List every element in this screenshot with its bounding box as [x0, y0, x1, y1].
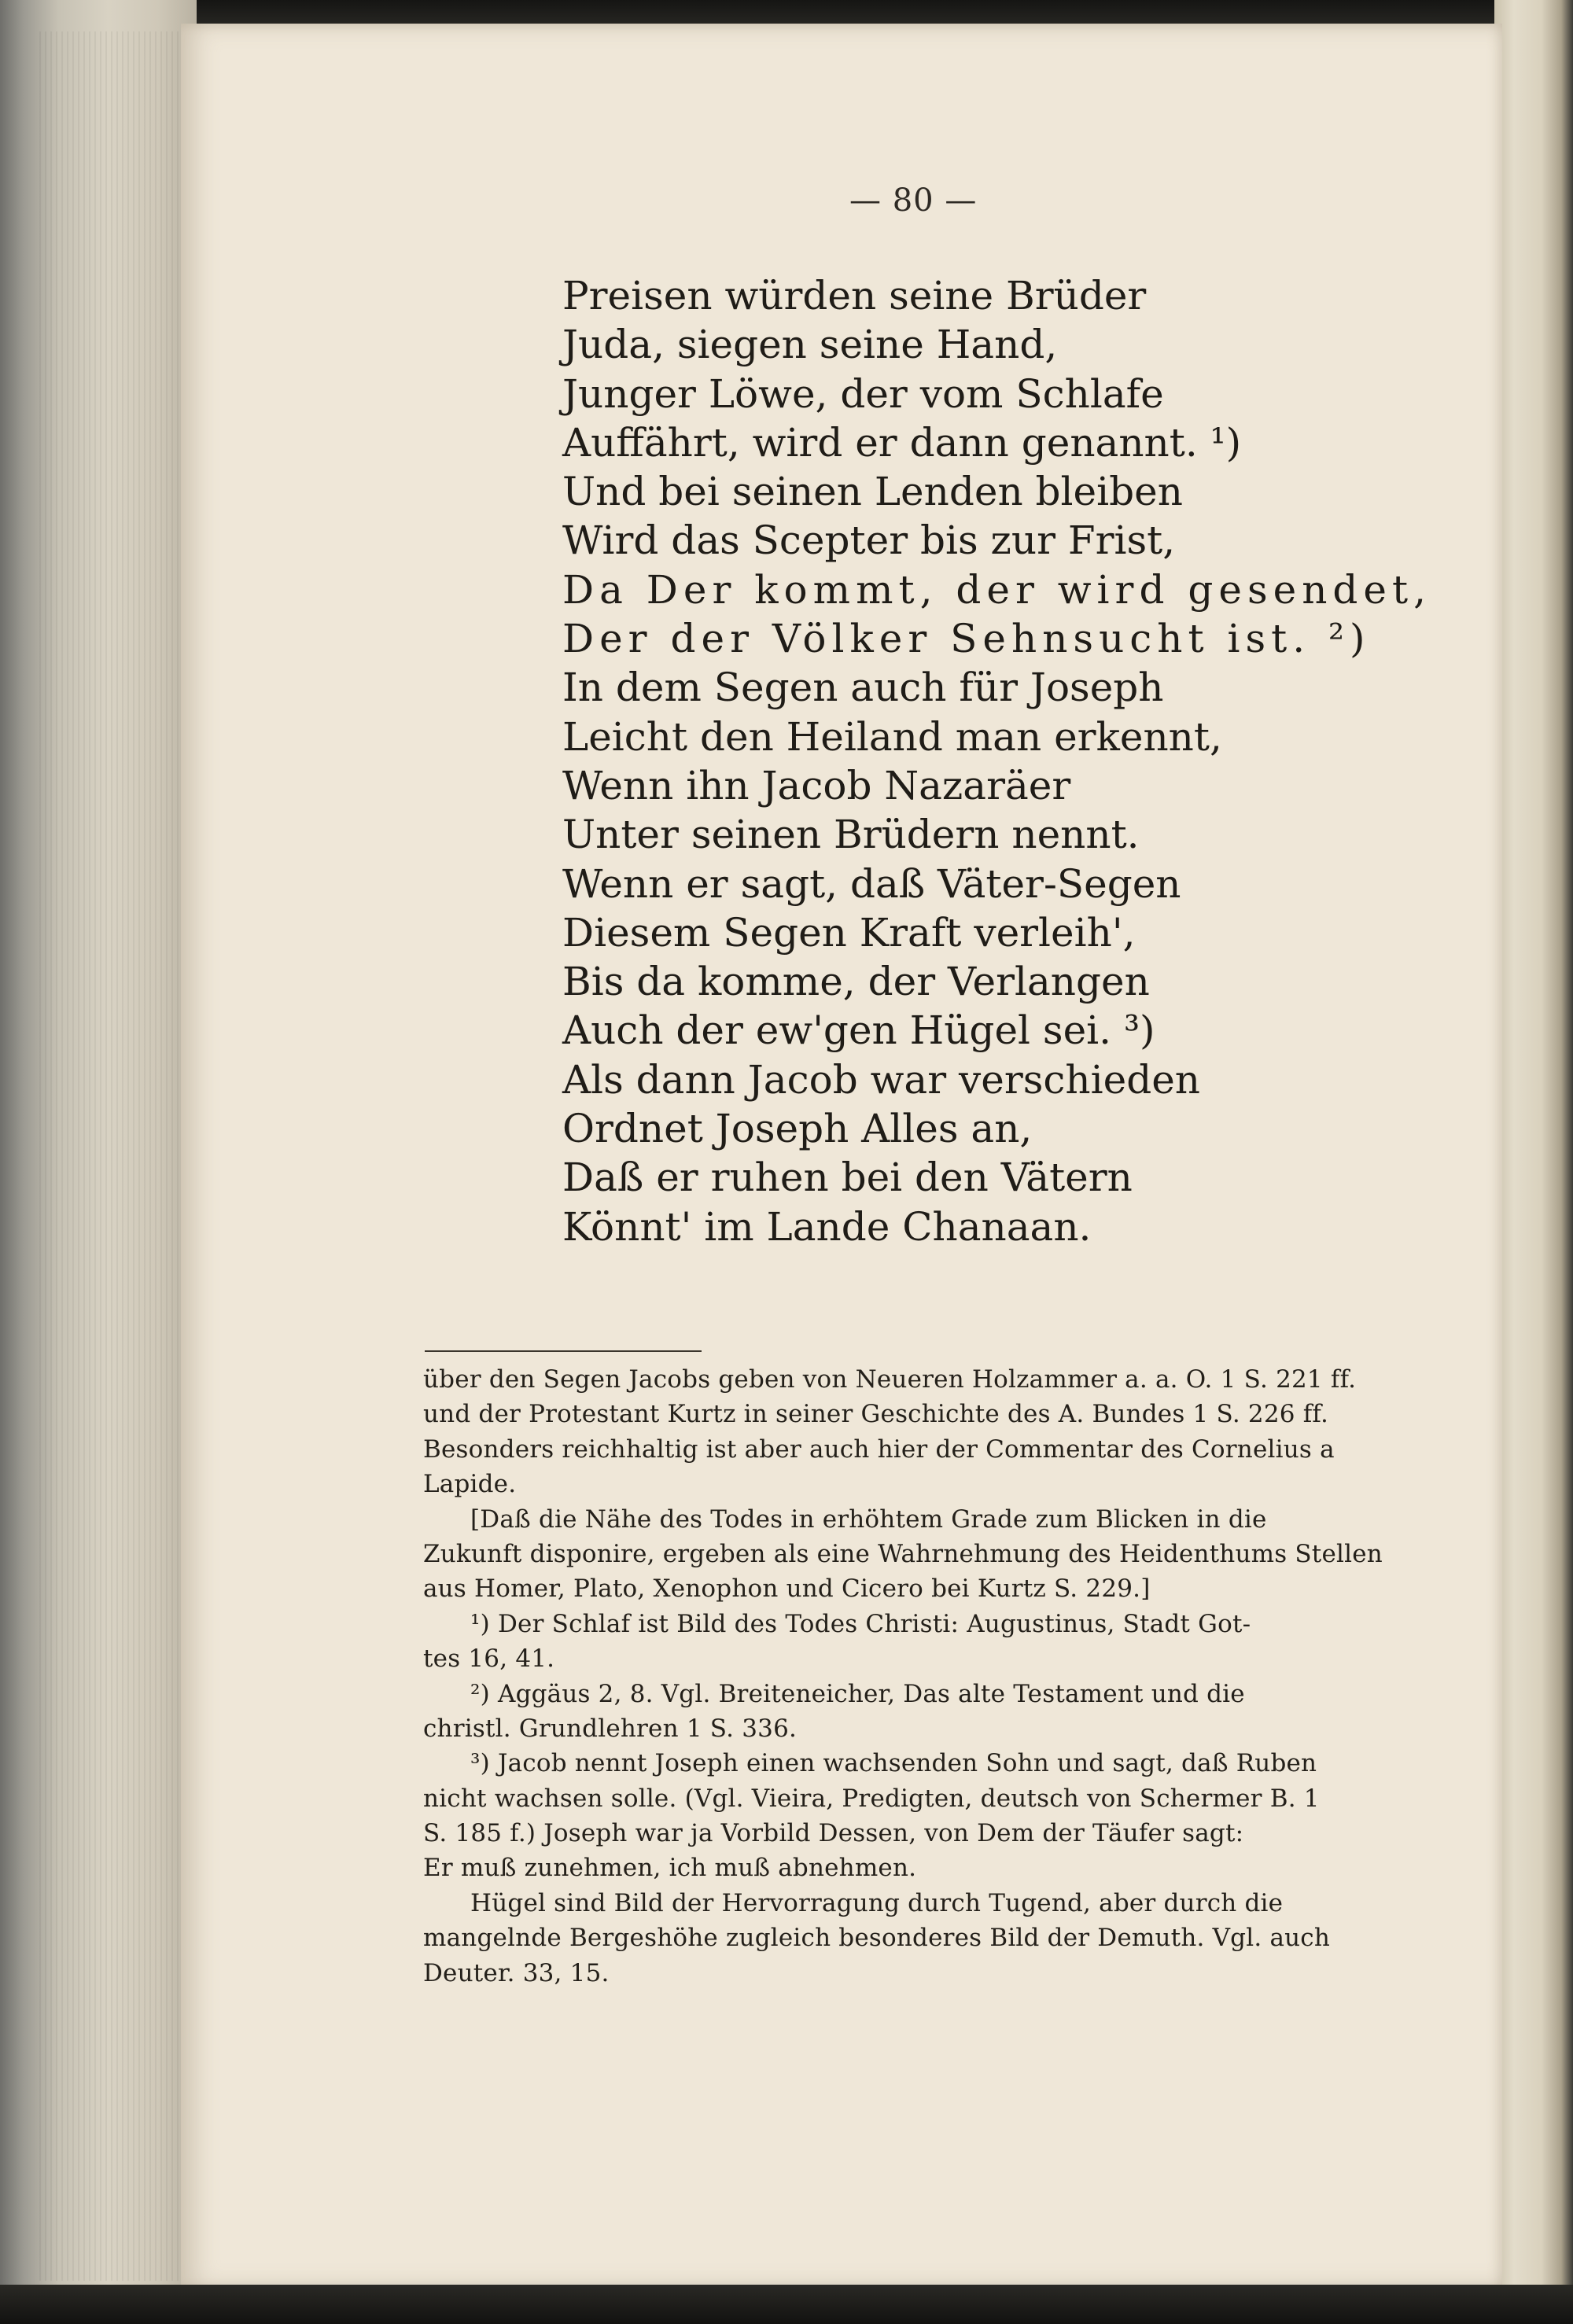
footnote-line: tes 16, 41. [423, 1644, 555, 1674]
footnote-line: [Daß die Nähe des Todes in erhöhtem Grade zum Blicken in die [470, 1505, 1267, 1534]
verse-line: Wird das Scepter bis zur Frist, [562, 517, 1176, 564]
verse-line: Der der Völker Sehnsucht ist. ²) [562, 616, 1371, 662]
footnote-line: ²) Aggäus 2, 8. Vgl. Breiteneicher, Das alte Testament und die [470, 1679, 1245, 1708]
left-page-stack [0, 0, 197, 2296]
verse-line: Könnt' im Lande Chanaan. [562, 1203, 1092, 1250]
verse-line: Unter seinen Brüdern nennt. [562, 812, 1140, 858]
footnote-line: Hügel sind Bild der Hervorragung durch Tugend, aber durch die [470, 1888, 1284, 1917]
footnote-line: und der Protestant Kurtz in seiner Geschichte des A. Bundes 1 S. 226 ff. [423, 1400, 1329, 1429]
poem [562, 271, 1459, 1251]
verse-line: Wenn ihn Jacob Nazaräer [562, 762, 1071, 808]
footnote-line: ¹) Der Schlaf ist Bild des Todes Christi: Augustinus, Stadt Got- [470, 1609, 1251, 1638]
verse-line: Diesem Segen Kraft verleih', [562, 909, 1136, 956]
verse-line: Juda, siegen seine Hand, [562, 322, 1058, 368]
right-page-stack [1494, 0, 1573, 2324]
footnote-1 [423, 1607, 1446, 1677]
footnote-line: S. 185 f.) Joseph war ja Vorbild Dessen, von Dem der Täufer sagt: [423, 1819, 1244, 1848]
verse-line: Preisen würden seine Brüder [562, 273, 1147, 319]
footnote-bracket [423, 1502, 1446, 1607]
footnote-line: Deuter. 33, 15. [423, 1958, 610, 1987]
scan-bottom-shadow [0, 2285, 1573, 2324]
footnote-line: Er muß zunehmen, ich muß abnehmen. [423, 1854, 917, 1883]
verse-line: Da Der kommt, der wird gesendet, [562, 566, 1431, 613]
footnote-line: nicht wachsen solle. (Vgl. Vieira, Predigten, deutsch von Schermer B. 1 [423, 1784, 1320, 1813]
verse-line: Wenn er sagt, daß Väter-Segen [562, 860, 1181, 907]
footnote-line: christl. Grundlehren 1 S. 336. [423, 1714, 798, 1743]
verse-line: Als dann Jacob war verschieden [562, 1056, 1201, 1103]
footnote-intro [423, 1362, 1446, 1502]
footnote-line: Besonders reichhaltig ist aber auch hier der Commentar des Cornelius a [423, 1435, 1335, 1464]
verse-line: Bis da komme, der Verlangen [562, 959, 1150, 1005]
footnote-line: Lapide. [423, 1470, 517, 1499]
footnotes [423, 1362, 1446, 1991]
footnote-line: über den Segen Jacobs geben von Neueren Holzammer a. a. O. 1 S. 221 ff. [423, 1365, 1357, 1394]
footnote-line: ³) Jacob nennt Joseph einen wachsenden Sohn und sagt, daß Ruben [470, 1749, 1317, 1778]
verse-line: Auffährt, wird er dann genannt. ¹) [562, 419, 1242, 466]
footnote-hills [423, 1886, 1446, 1991]
footnote-line: Zukunft disponire, ergeben als eine Wahrnehmung des Heidenthums Stellen [423, 1539, 1383, 1568]
verse-line: Auch der ew'gen Hügel sei. ³) [562, 1007, 1155, 1054]
footnote-line: aus Homer, Plato, Xenophon und Cicero bei Kurtz S. 229.] [423, 1575, 1151, 1604]
verse-line: Junger Löwe, der vom Schlafe [562, 370, 1164, 417]
page-number: — 80 — [849, 182, 978, 219]
verse-line: Leicht den Heiland man erkennt, [562, 713, 1222, 760]
verse-line: In dem Segen auch für Joseph [562, 665, 1164, 711]
footnote-2 [423, 1677, 1446, 1747]
verse-line: Ordnet Joseph Alles an, [562, 1106, 1033, 1152]
footnote-3 [423, 1746, 1446, 1886]
footnote-line: mangelnde Bergeshöhe zugleich besonderes Bild der Demuth. Vgl. auch [423, 1924, 1331, 1953]
footnote-rule [425, 1350, 702, 1352]
verse-line: Daß er ruhen bei den Vätern [562, 1155, 1133, 1201]
verse-line: Und bei seinen Lenden bleiben [562, 469, 1183, 515]
